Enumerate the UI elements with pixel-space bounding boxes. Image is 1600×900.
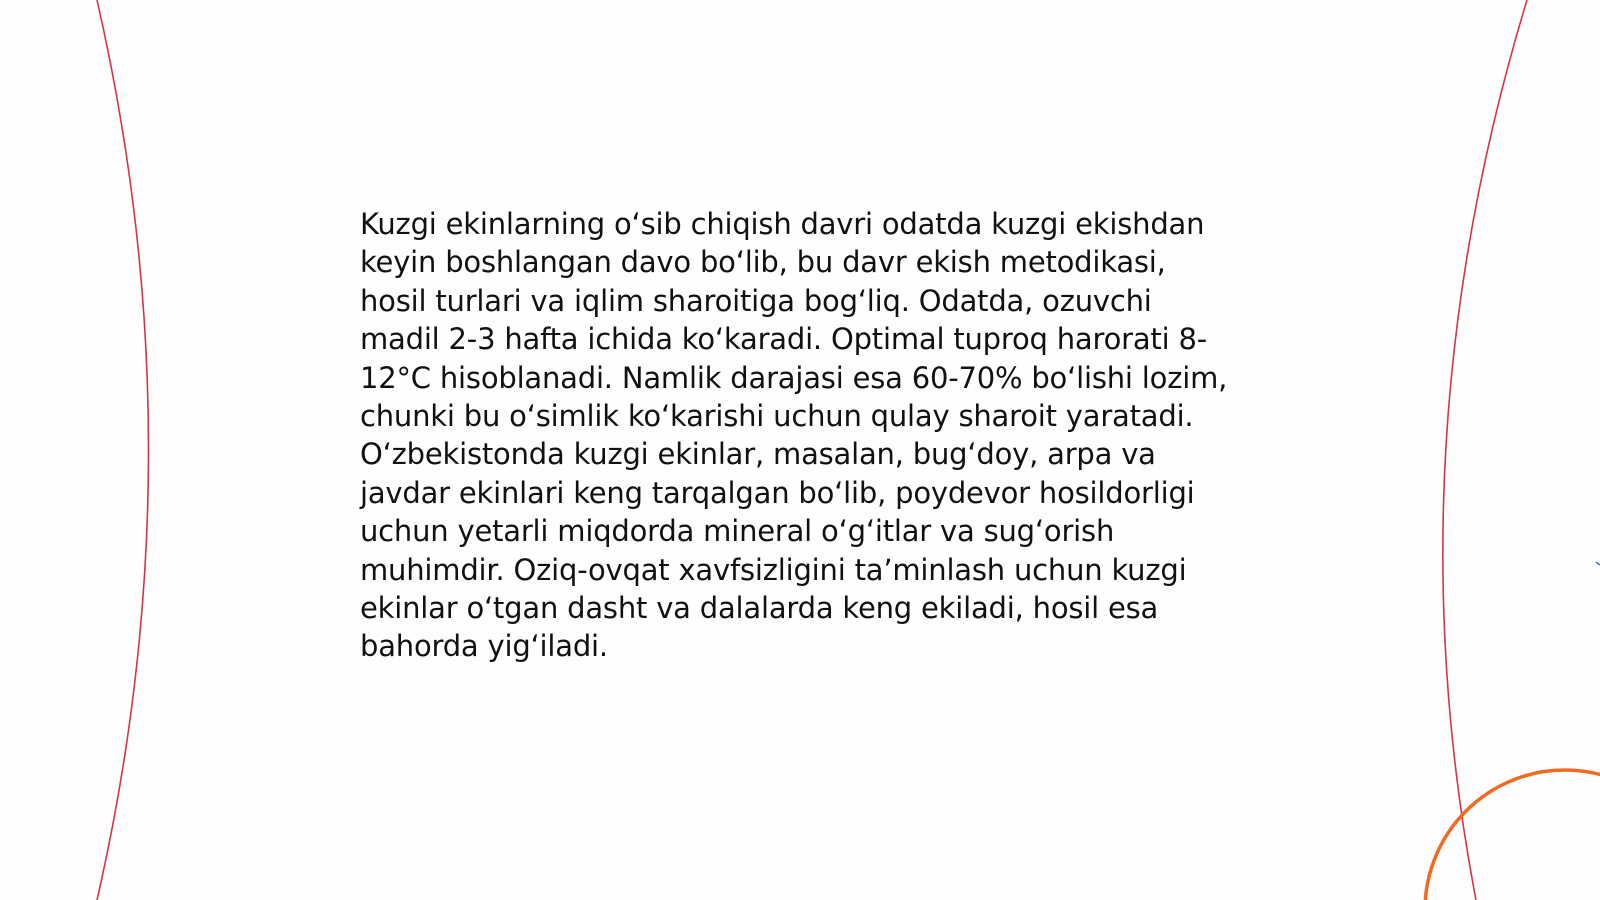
right-edge-mark	[1596, 562, 1600, 565]
orange-accent-circle	[1425, 770, 1600, 900]
right-arc-line	[1443, 0, 1527, 900]
body-paragraph: Kuzgi ekinlarning oʻsib chiqish davri odatda kuzgi ekishdan keyin boshlangan davo boʻlib, bu davr ekish metodikasi, hosil turlari va iqlim sharoitiga bogʻliq. Odatda, ozuvchi madil 2-3 hafta ichida koʻkaradi. Optimal tuproq harorati 8-12°C hisoblanadi. Namlik darajasi esa 60-70% boʻlishi lozim, chunki bu oʻsimlik koʻkarishi uchun qulay sharoit yaratadi. Oʻzbekistonda kuzgi ekinlar, masalan, bugʻdoy, arpa va javdar ekinlari keng tarqalgan boʻlib, poydevor hosildorligi uchun yetarli miqdorda mineral oʻgʻitlar va sugʻorish muhimdir. Oziq-ovqat xavfsizligini taʼminlash uchun kuzgi ekinlar oʻtgan dasht va dalalarda keng ekiladi, hosil esa bahorda yigʻiladi.	[360, 207, 1228, 664]
left-arc-line	[97, 0, 149, 900]
